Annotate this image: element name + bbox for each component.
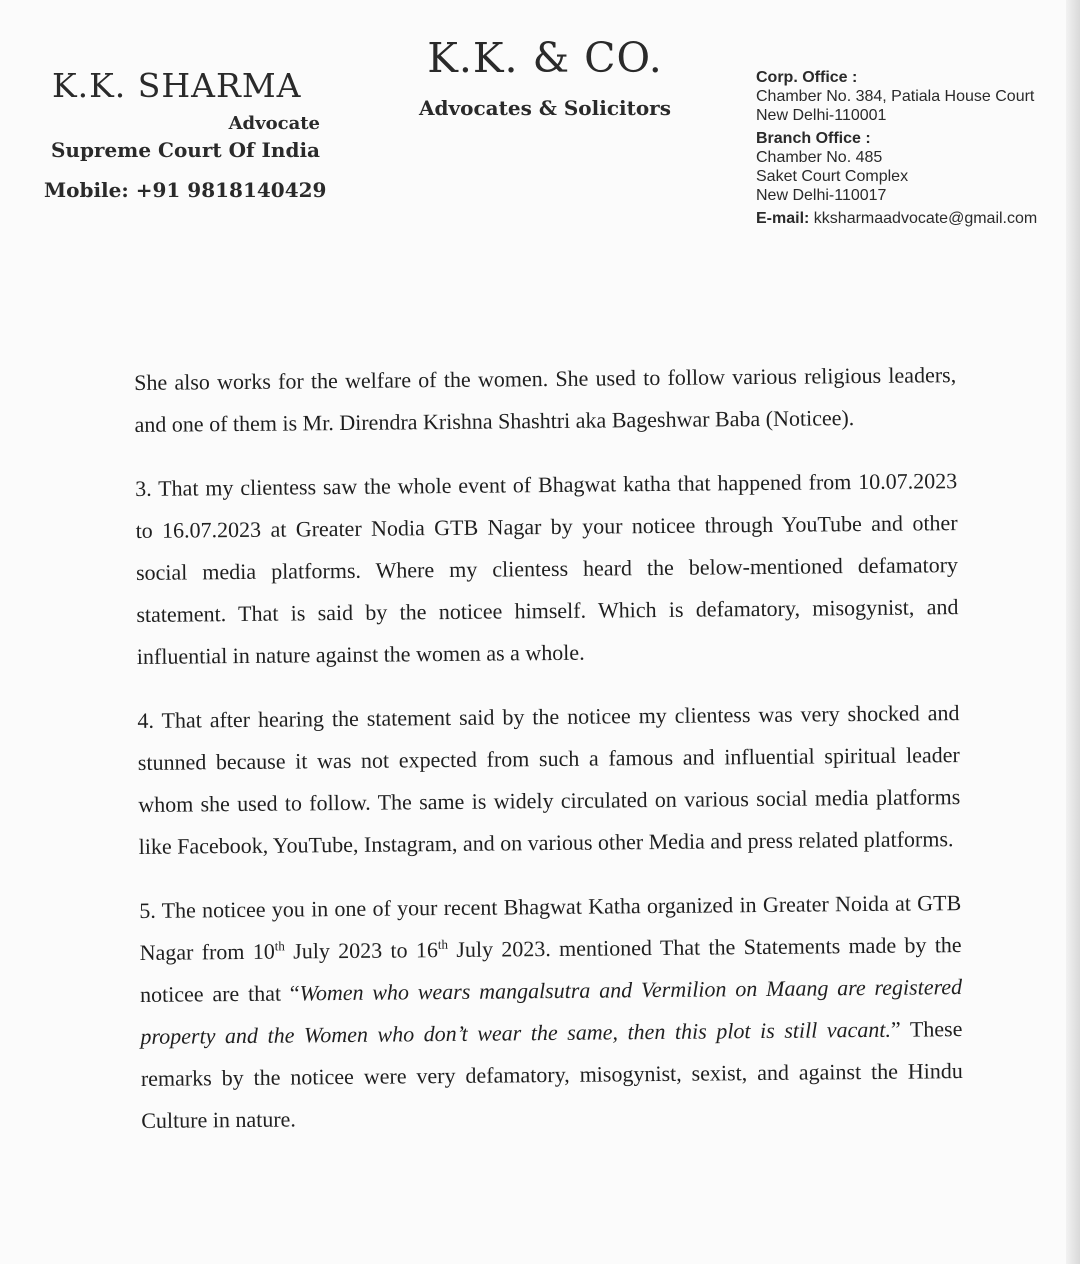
advocate-name: K.K. SHARMA <box>52 66 302 105</box>
paragraph-1: She also works for the welfare of the women. She used to follow various religious leaders, and one of them is Mr. Direndra Krishna Shashtri aka Bageshwar Baba (Noticee). <box>134 362 957 437</box>
p5-text-1: 5. The noticee you in one of your recent Bhagwat Katha organized in Greater Noida at GTB Nagar from 10 <box>139 890 962 965</box>
advocate-mobile: Mobile: +91 9818140429 <box>44 178 327 202</box>
firm-block <box>400 34 690 120</box>
page-edge-shadow <box>1066 0 1080 1264</box>
p5-text-2: July 2023 to 16 <box>284 937 439 964</box>
p5-text-4: ” These remarks by the noticee were very defamatory, misogynist, sexist, and against the Hindu Culture in nature. <box>140 1016 963 1133</box>
branch-office-line1: Chamber No. 485 <box>756 149 883 166</box>
email-label: E-mail: <box>756 210 810 227</box>
p5-quoted-statement: Women who wears mangalsutra and Vermilion on Maang are registered property and the Women who don’t wear the same, then this plot is still vacant. <box>140 974 963 1049</box>
branch-office-line3: New Delhi-110017 <box>756 187 887 204</box>
office-address-block <box>756 68 1056 228</box>
advocate-role: Advocate <box>228 113 320 134</box>
corp-office-label: Corp. Office : <box>756 69 858 86</box>
firm-name: K.K. & CO. <box>427 34 663 82</box>
branch-office-label: Branch Office : <box>756 130 871 147</box>
corp-office <box>756 68 1056 125</box>
email-address: kksharmaadvocate@gmail.com <box>809 210 1038 227</box>
email-line <box>756 209 1056 228</box>
paragraph-3: 3. That my clientess saw the whole event of Bhagwat katha that happened from 10.07.2023 to 16.07.2023 at Greater Nodia GTB Nagar by your noticee through YouTube and other social media platforms. Where my clientess heard the below-mentioned defamatory statement. That is said by the noticee himself. Which is defamatory, misogynist, and influential in nature against the women as a whole. <box>135 468 959 669</box>
p5-text-3: July 2023. mentioned That the Statements made by the noticee are that “ <box>139 932 962 1007</box>
branch-office-line2: Saket Court Complex <box>756 168 909 185</box>
firm-subtitle: Advocates & Solicitors <box>419 96 671 120</box>
branch-office <box>756 129 1056 205</box>
advocate-court: Supreme Court Of India <box>50 138 320 162</box>
letter-body <box>134 354 963 1142</box>
paragraph-4: 4. That after hearing the statement said by the noticee my clientess was very shocked and stunned because it was not expected from such a famous and influential spiritual leader whom she used to follow. The same is widely circulated on various social media platforms like Facebook, YouTube, Instagram, and on various other Media and press related platforms. <box>137 700 961 859</box>
advocate-block <box>44 66 334 202</box>
corp-office-line1: Chamber No. 384, Patiala House Court <box>756 88 1035 105</box>
p5-sup-2: th <box>437 936 449 952</box>
paragraph-5 <box>139 882 963 1142</box>
p5-sup-1: th <box>274 938 285 954</box>
corp-office-line2: New Delhi-110001 <box>756 107 887 124</box>
